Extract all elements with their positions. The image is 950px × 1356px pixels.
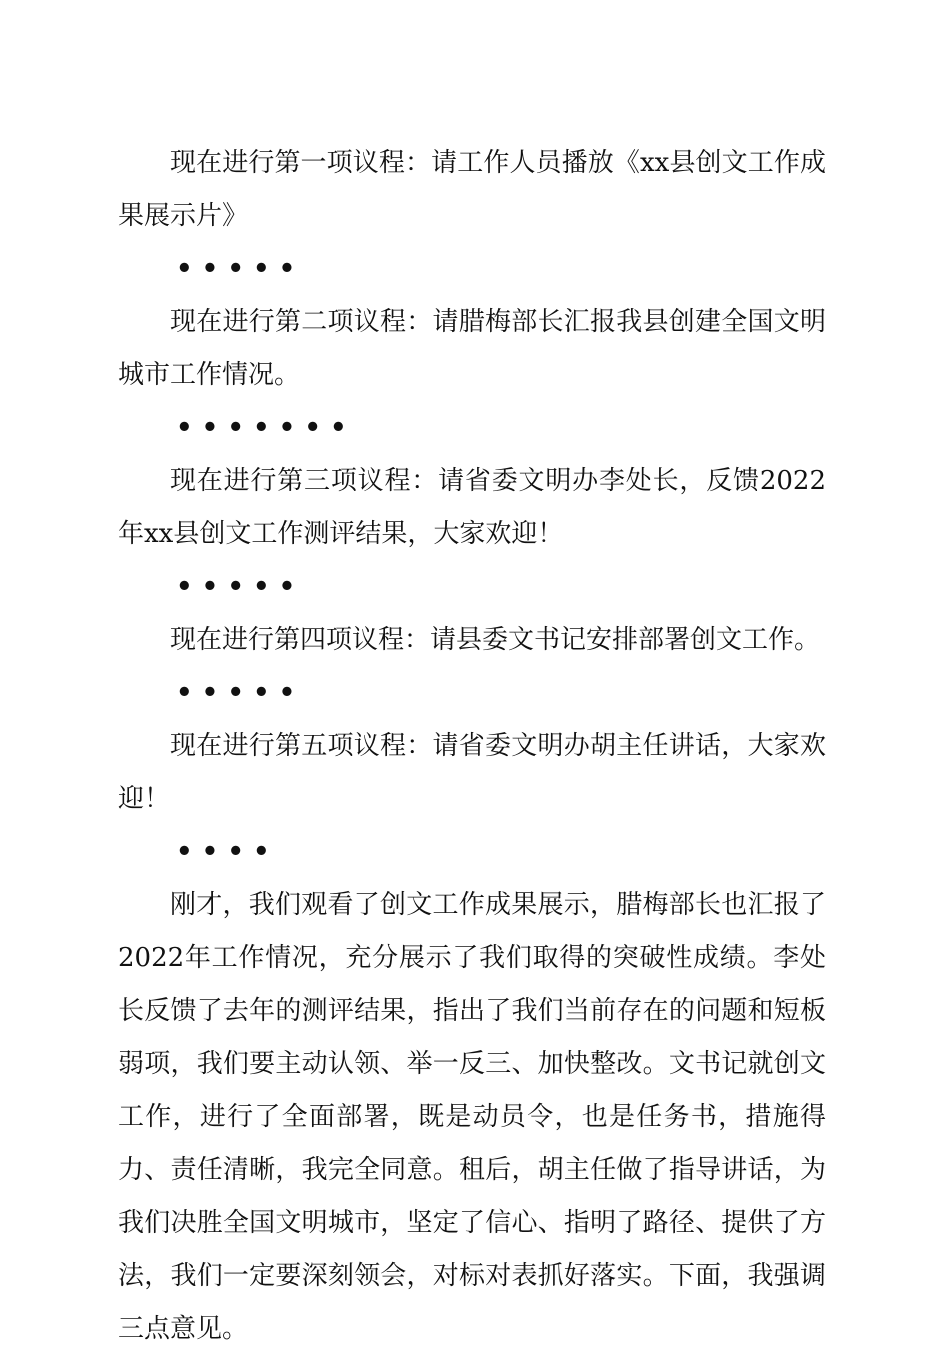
summary-paragraph: 刚才，我们观看了创文工作成果展示，腊梅部长也汇报了2022年工作情况，充分展示了我们取得的突破性成绩。李处长反馈了去年的测评结果，指出了我们当前存在的问题和短板弱项，我们要主动认领、举一反三、加快整改。文书记就创文工作，进行了全面部署，既是动员令，也是任务书，措施得力、责任清晰，我完全同意。租后，胡主任做了指导讲话，为我们决胜全国文明城市，坚定了信心、指明了路径、提供了方法，我们一定要深刻领会，对标对表抓好落实。下面，我强调三点意见。 bbox=[118, 890, 826, 1344]
ellipsis-dots: • • • • bbox=[176, 837, 270, 867]
document-body bbox=[118, 137, 826, 1356]
ellipsis-dots: • • • • • bbox=[176, 678, 296, 708]
agenda-item-5: 现在进行第五项议程：请省委文明办胡主任讲话，大家欢迎！ bbox=[118, 731, 826, 814]
agenda-item-2: 现在进行第二项议程：请腊梅部长汇报我县创建全国文明城市工作情况。 bbox=[118, 307, 826, 390]
ellipsis-dots: • • • • • bbox=[176, 572, 296, 602]
agenda-item-4: 现在进行第四项议程：请县委文书记安排部署创文工作。 bbox=[170, 625, 821, 655]
agenda-item-3: 现在进行第三项议程：请省委文明办李处长，反馈2022年xx县创文工作测评结果，大家欢迎！ bbox=[118, 466, 826, 549]
agenda-item-1: 现在进行第一项议程：请工作人员播放《xx县创文工作成果展示片》 bbox=[118, 148, 826, 231]
ellipsis-dots: • • • • • • • bbox=[176, 413, 347, 443]
ellipsis-dots: • • • • • bbox=[176, 254, 296, 284]
